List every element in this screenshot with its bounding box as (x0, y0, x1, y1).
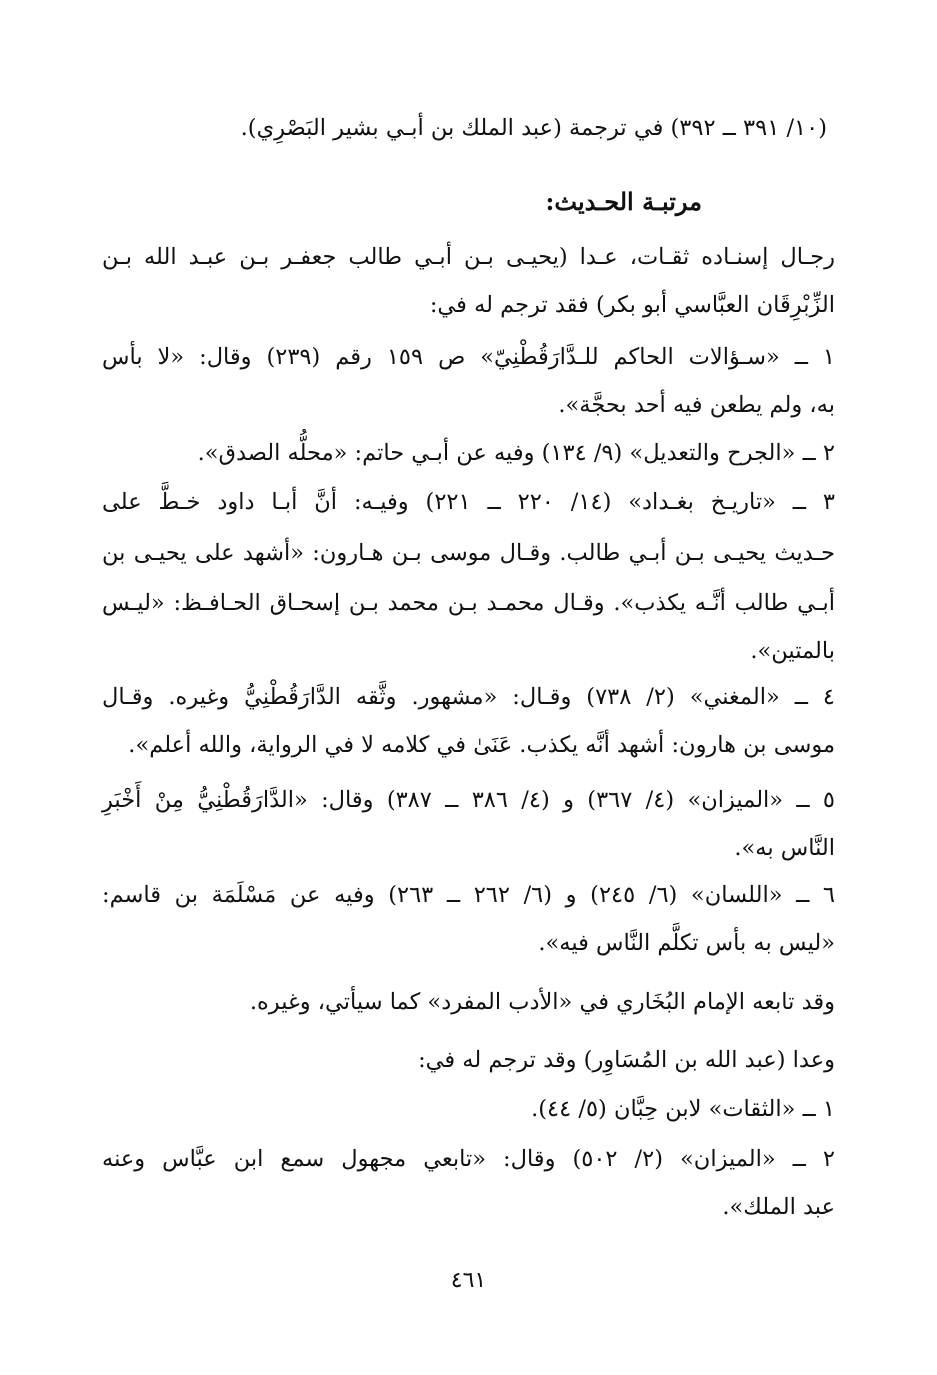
text-line: عبد الملك». (722, 1194, 835, 1220)
text-line: الزِّبْرِقَان العبَّاسي أبو بكر) فقد ترجم له في: (429, 292, 835, 318)
text-line: موسى بن هارون: أشهد أنَّه يكذب. عَنَىٰ في كلامه لا في الرواية، والله أعلم». (128, 732, 835, 758)
text-line: رجـال إسنـاده ثقـات، عـدا (يحيـى بـن أبـي طالب جعفـر بـن عبـد الله بـن (102, 244, 835, 270)
text-line: أبـي طالب أنَّـه يكذب». وقـال محمـد بـن محمد بـن إسحـاق الحـافـظ: «ليـس (102, 590, 835, 616)
text-line: به، ولم يطعن فيه أحد بحجَّة». (558, 392, 835, 418)
text-line: (١٠/ ٣٩١ ــ ٣٩٢) في ترجمة (عبد الملك بن أبـي بشير البَصْرِي). (240, 115, 827, 141)
text-line: ٢ ــ «الميزان» (٢/ ٥٠٢) وقال: «تابعي مجهول سمع ابن عبَّاس وعنه (102, 1146, 836, 1172)
text-line: وعدا (عبد الله بن المُسَاوِر) وقد ترجم له في: (418, 1047, 835, 1073)
section-heading: مرتبـة الحـديث: (545, 187, 702, 216)
text-line: النَّاس به». (734, 835, 835, 861)
text-line: بالمتين». (750, 638, 835, 664)
text-line: وقد تابعه الإمام البُخَاري في «الأدب المفرد» كما سيأتي، وغيره. (249, 989, 835, 1015)
text-line: ٦ ــ «اللسان» (٦/ ٢٤٥) و (٦/ ٢٦٢ ــ ٢٦٣) وفيه عن مَسْلَمَة بن قاسم: (102, 882, 836, 908)
text-line: ٥ ــ «الميزان» (٤/ ٣٦٧) و (٤/ ٣٨٦ ــ ٣٨٧) وقال: «الدَّارَقُطْنِيُّ مِنْ أَخْبَرِ (102, 787, 836, 813)
text-line: ١ ــ «سـؤالات الحاكم للـدَّارَقُطْنِيّ» ص ١٥٩ رقم (٢٣٩) وقال: «لا بأس (102, 344, 835, 370)
page-number: ٤٦١ (450, 1268, 487, 1293)
text-line: ٢ ــ «الجرح والتعديل» (٩/ ١٣٤) وفيه عن أبـي حاتم: «محلُّه الصدق». (197, 440, 835, 466)
text-line: ٤ ــ «المغني» (٢/ ٧٣٨) وقـال: «مشهور. وثَّقه الدَّارَقُطْنِيُّ وغيره. وقـال (102, 684, 835, 710)
text-line: «ليس به بأس تكلَّم النَّاس فيه». (538, 930, 835, 956)
text-line: ١ ــ «الثقات» لابن حِبَّان (٥/ ٤٤). (531, 1096, 835, 1122)
text-line: ٣ ــ «تاريـخ بغـداد» (١٤/ ٢٢٠ ــ ٢٢١) وفيـه: أنَّ أبـا داود خـطَّ على (102, 489, 835, 515)
text-line: حـديث يحيـى بـن أبـي طالب. وقـال موسى بـن هـارون: «أشهد على يحيـى بن (102, 540, 835, 566)
